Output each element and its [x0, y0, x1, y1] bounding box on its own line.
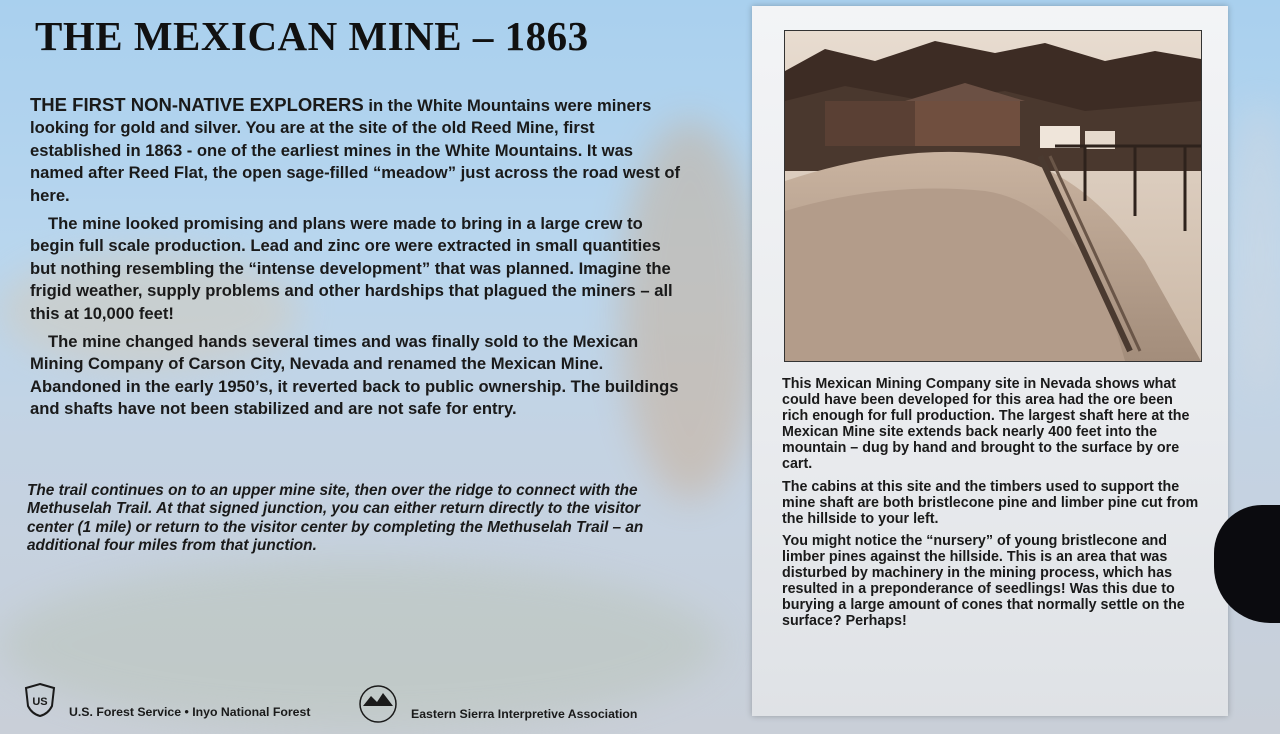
caption-2: The cabins at this site and the timbers used to support the mine shaft are both bristlecone pine and limber pine cut from the hillside to your left. [782, 478, 1199, 527]
caption-1: This Mexican Mining Company site in Nevada shows what could have been developed for this area had the ore been rich enough for full production. The largest shaft here at the Mexican Mine site extends back nearly 400 feet into the mountain – dug by hand and brought to the surface by ore cart. [782, 376, 1190, 473]
paragraph-2: The mine looked promising and plans were made to bring in a large crew to begin full scale production. Lead and zinc ore were extracted in small quantities but nothing resembling the “intense development” that was planned. Imagine the frigid weather, supply problems and other hardships that plagued the miners – all this at 10,000 feet! [30, 214, 673, 323]
esia-logo-icon [355, 684, 401, 724]
forest-service-shield-icon [22, 682, 58, 718]
shield-label: US [32, 696, 48, 708]
photo-panel [752, 6, 1228, 716]
page-title: THE MEXICAN MINE – 1863 [35, 13, 589, 59]
paragraph-1-rest: in the White Mountains were miners looking for gold and silver. You are at the site of the old Reed Mine, first established in 1863 - one of the earliest mines in the White Mountains. It was named after Reed Flat, the open sage-filled “meadow” just across the road west of here. [30, 96, 681, 205]
paragraph-3: The mine changed hands several times and was finally sold to the Mexican Mining Company of Carson City, Nevada and renamed the Mexican Mine. Abandoned in the early 1950’s, it reverted back to public ownership. The buildings and shafts have not been stabilized and are not safe for entry. [30, 332, 679, 419]
mine-photo [784, 30, 1202, 362]
footer [22, 682, 722, 722]
paragraph-1 [30, 94, 690, 207]
lead-heading: THE FIRST NON-NATIVE EXPLORERS [30, 94, 364, 115]
trail-note: The trail continues on to an upper mine site, then over the ridge to connect with the Methuselah Trail. At that signed junction, you can either return directly to the visitor center (1 mile) or return to the visitor center by completing the Methuselah Trail – an additional four miles from that junction. [27, 482, 644, 554]
forest-service-label: U.S. Forest Service • Inyo National Forest [69, 705, 311, 719]
main-text [30, 94, 690, 427]
caption-3: You might notice the “nursery” of young bristlecone and limber pines against the hillside. This is an area that was disturbed by machinery in the mining process, which has resulted in a preponderance of seedlings! Was this due to burying a large amount of cones that normally settle on the surface? Perhaps! [782, 532, 1185, 630]
photo-caption [782, 376, 1202, 635]
esia-label: Eastern Sierra Interpretive Association [411, 707, 638, 721]
